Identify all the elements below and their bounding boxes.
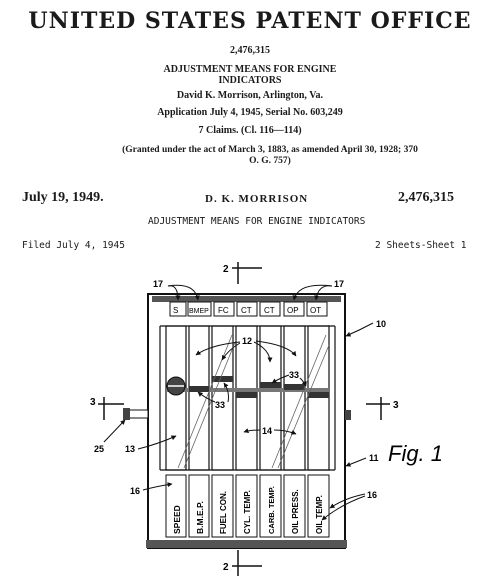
- svg-text:11: 11: [369, 453, 379, 463]
- svg-text:3: 3: [90, 397, 96, 408]
- svg-text:13: 13: [125, 444, 136, 454]
- column-label-cyl-temp: CYL. TEMP.: [243, 490, 252, 534]
- grant-note: (Granted under the act of March 3, 1883, as amended April 30, 1928; 370 O. G. 757): [122, 145, 418, 166]
- top-label-ot: OT: [310, 306, 322, 315]
- sheet-title: ADJUSTMENT MEANS FOR ENGINE INDICATORS: [148, 216, 366, 227]
- section-marker-2-top: [223, 262, 262, 284]
- column-label-fuel-con: FUEL CON.: [219, 491, 228, 534]
- svg-text:12: 12: [242, 336, 253, 346]
- side-shaft: [94, 408, 148, 454]
- column-label-oil-press: OIL PRESS.: [291, 489, 300, 534]
- column-label-carb-temp: CARB. TEMP.: [267, 486, 276, 534]
- sheet-count: 2 Sheets-Sheet 1: [375, 240, 467, 251]
- patent-office-title: UNITED STATES PATENT OFFICE: [28, 8, 472, 34]
- svg-text:25: 25: [94, 444, 105, 454]
- sheet-patent-number: 2,476,315: [398, 190, 454, 205]
- svg-text:33: 33: [289, 370, 300, 380]
- application-line: Application July 4, 1945, Serial No. 603,249: [157, 107, 343, 118]
- sheet-inventor: D. K. MORRISON: [205, 193, 309, 205]
- top-label-op: OP: [287, 306, 299, 315]
- top-label-row: [170, 302, 327, 316]
- bottom-label-strips: [166, 475, 329, 537]
- column-label-speed: SPEED: [172, 505, 182, 534]
- column-label-oil-temp: OIL TEMP.: [315, 495, 324, 534]
- figure-number-label: Fig. 1: [388, 441, 444, 466]
- column-label-bmep: B.M.E.P.: [195, 501, 205, 534]
- top-label-fc: FC: [218, 306, 229, 315]
- svg-text:14: 14: [262, 426, 273, 436]
- filed-date: Filed July 4, 1945: [22, 240, 125, 251]
- reference-10: [346, 319, 386, 336]
- reference-11: [346, 453, 379, 466]
- right-shaft-stub: [345, 410, 351, 420]
- svg-text:33: 33: [215, 400, 226, 410]
- claims-line: 7 Claims. (Cl. 116—114): [198, 125, 302, 136]
- svg-text:3: 3: [393, 400, 399, 411]
- svg-text:17: 17: [153, 279, 164, 289]
- patent-title: ADJUSTMENT MEANS FOR ENGINE INDICATORS: [163, 64, 337, 86]
- section-marker-2-bottom: [223, 550, 262, 576]
- adjustment-knob: [167, 377, 185, 395]
- top-label-ct-2: CT: [264, 306, 275, 315]
- section-marker-3-left: [90, 397, 124, 420]
- svg-text:17: 17: [334, 279, 345, 289]
- section-marker-3-right: [366, 397, 399, 420]
- svg-text:16: 16: [130, 486, 141, 496]
- top-label-s: S: [173, 306, 179, 315]
- top-label-ct-1: CT: [241, 306, 252, 315]
- svg-text:2: 2: [223, 562, 229, 573]
- inventor-line: David K. Morrison, Arlington, Va.: [176, 90, 324, 101]
- svg-text:10: 10: [376, 319, 387, 329]
- svg-text:16: 16: [367, 490, 378, 500]
- top-label-bmep: BMEP: [189, 308, 209, 315]
- sheet-date: July 19, 1949.: [22, 190, 104, 205]
- svg-text:2: 2: [223, 264, 229, 275]
- patent-number: 2,476,315: [230, 45, 270, 56]
